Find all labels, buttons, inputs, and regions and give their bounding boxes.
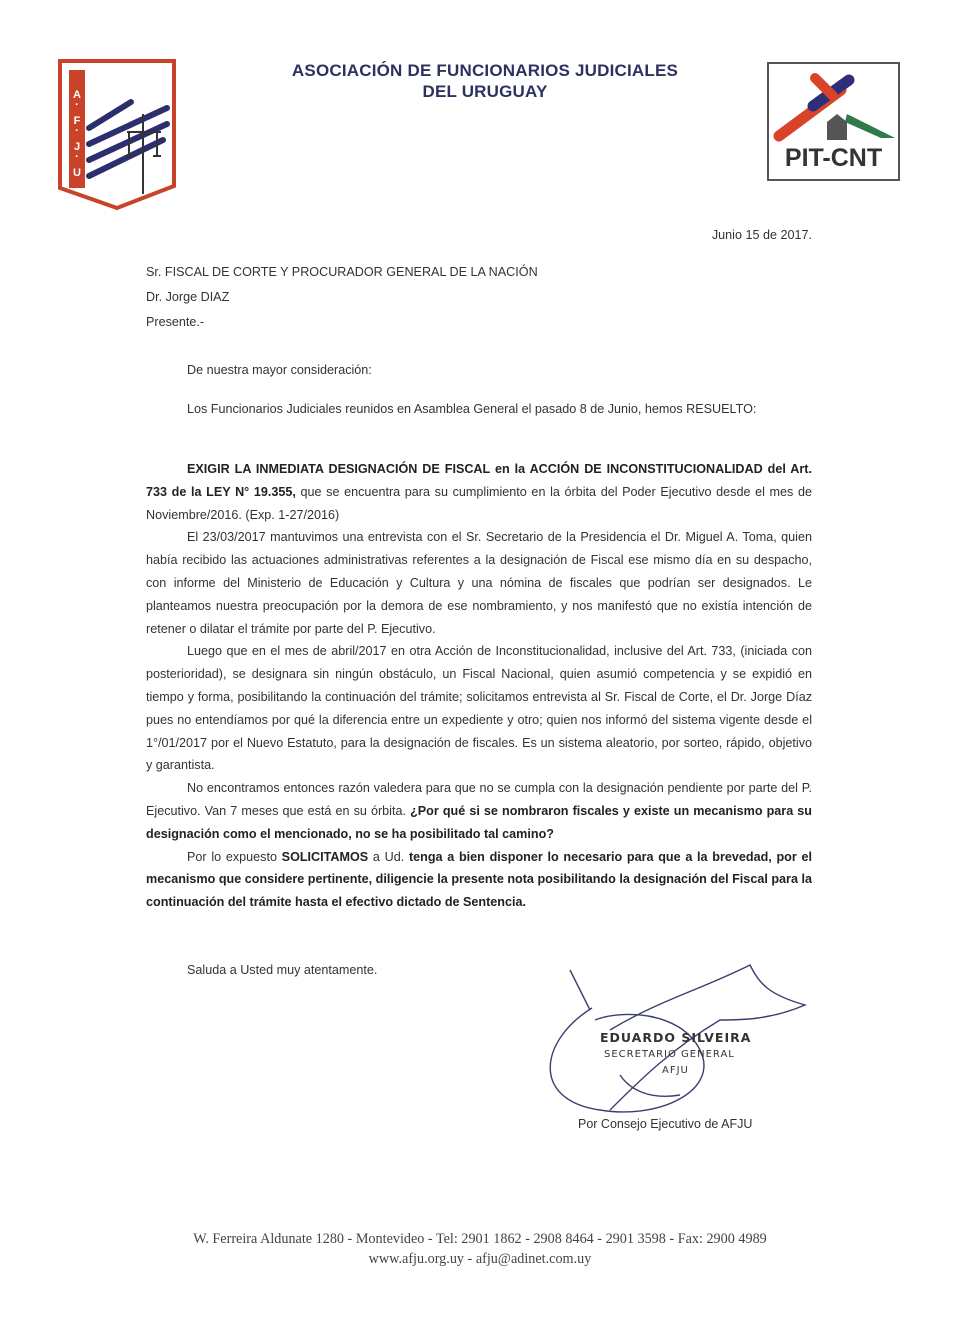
svg-text:·: · [75, 151, 79, 163]
footer [0, 1229, 960, 1269]
pit-cnt-emblem-icon [769, 66, 898, 146]
april-paragraph: Luego que en el mes de abril/2017 en otra Acción de Inconstitucionalidad, inclusive del Art. 733, (iniciada con posterioridad), se designara sin ningún obstáculo, un Fiscal Nacional, quien asumió competencia y se expidió en tiempo y forma, posibilitando la continuación del trámite; solicitamos entrevista al Sr. Fiscal de Corte, el Dr. Jorge Díaz pues no entendíamos por qué la diferencia entre un expediente y otro; quien nos informó del sistema vigente desde el 1°/01/2017 por el Nuevo Estatuto, para la designación de fiscales. Es un sistema aleatorio, por sorteo, rápido, objetivo y garantista. [146, 644, 812, 773]
recipient-presente: Presente.- [146, 315, 205, 329]
request-paragraph [146, 846, 812, 914]
salutation: De nuestra mayor consideración: [187, 363, 372, 377]
svg-text:A: A [73, 89, 81, 101]
intro-text: Los Funcionarios Judiciales reunidos en Asamblea General el pasado 8 de Junio, hemos RESUELTO: [187, 402, 757, 416]
svg-text:F: F [73, 115, 81, 127]
letter-body [146, 458, 812, 914]
request-bold: tenga a bien disponer lo necesario para que a la brevedad, por el mecanismo que considere pertinente, diligencie la presente nota posibilitando la designación del Fiscal para la continuación del trámite hasta el efectivo dictado de Sentencia. [146, 849, 812, 910]
footer-contact: www.afju.org.uy - afju@adinet.com.uy [368, 1251, 592, 1267]
recipient-title: Sr. FISCAL DE CORTE Y PROCURADOR GENERAL DE LA NACIÓN [146, 265, 538, 279]
reason-paragraph [146, 777, 812, 845]
recipient-name: Dr. Jorge DIAZ [146, 290, 230, 304]
recipient-block [146, 260, 538, 335]
org-name-line1: ASOCIACIÓN DE FUNCIONARIOS JUDICIALES [291, 61, 679, 80]
signatory-name: EDUARDO SILVEIRA [600, 1030, 752, 1045]
interview-paragraph: El 23/03/2017 mantuvimos una entrevista con el Sr. Secretario de la Presidencia el Dr. Miguel A. Toma, quien había recibido las actuaciones administrativas referentes a la designación de Fiscal ese mismo día en su despacho, con informe del Ministerio de Educación y Cultura y una nómina de fiscales que podrían ser designados. Le planteamos nuestra preocupación por la demora de ese nombramiento, y nos manifestó que no existía intención de retener o dilatar el trámite por parte del P. Ejecutivo. [146, 530, 812, 636]
signatory-role: SECRETARIO GENERAL [604, 1049, 735, 1060]
intro-paragraph [146, 398, 812, 421]
svg-text:·: · [75, 99, 79, 111]
letter-date: Junio 15 de 2017. [711, 228, 812, 242]
request-solicitamos: SOLICITAMOS [281, 849, 369, 864]
pit-cnt-label: PIT-CNT [784, 144, 883, 172]
svg-text:·: · [75, 125, 79, 137]
footer-address: W. Ferreira Aldunate 1280 - Montevideo - Tel: 2901 1862 - 2908 8464 - 2901 3598 - Fax: 2900 4989 [193, 1231, 767, 1247]
resolution-bold: EXIGIR LA INMEDIATA DESIGNACIÓN DE FISCAL en la ACCIÓN DE INCONSTITUCIONALIDAD del Art. 733 de la LEY N° 19.355, [146, 462, 812, 499]
svg-text:U: U [73, 167, 81, 179]
request-plain-1: Por lo expuesto [187, 849, 282, 864]
org-name-line2: DEL URUGUAY [422, 82, 548, 101]
afju-logo [57, 58, 177, 210]
closing: Saluda a Usted muy atentamente. [187, 963, 378, 977]
pit-cnt-logo [767, 62, 900, 181]
resolution-rest: que se encuentra para su cumplimiento en la órbita del Poder Ejecutivo desde el mes de Noviembre/2016. (Exp. 1-27/2016) [146, 484, 813, 522]
signatory-on-behalf: Por Consejo Ejecutivo de AFJU [578, 1117, 753, 1131]
afju-shield-icon [57, 58, 177, 210]
resolution-paragraph [146, 458, 812, 526]
request-plain-2: a Ud. [368, 849, 409, 864]
reason-plain: No encontramos entonces razón valedera para que no se cumpla con la designación pendiente por parte del P. Ejecutivo. Van 7 meses que está en su órbita. [146, 781, 812, 818]
reason-question: ¿Por qué si se nombraron fiscales y existe un mecanismo para su designación como el mencionado, no se ha posibilitado tal camino? [146, 803, 812, 841]
svg-text:J: J [73, 141, 81, 153]
organization-title [230, 60, 740, 102]
signatory-org: AFJU [662, 1065, 689, 1076]
